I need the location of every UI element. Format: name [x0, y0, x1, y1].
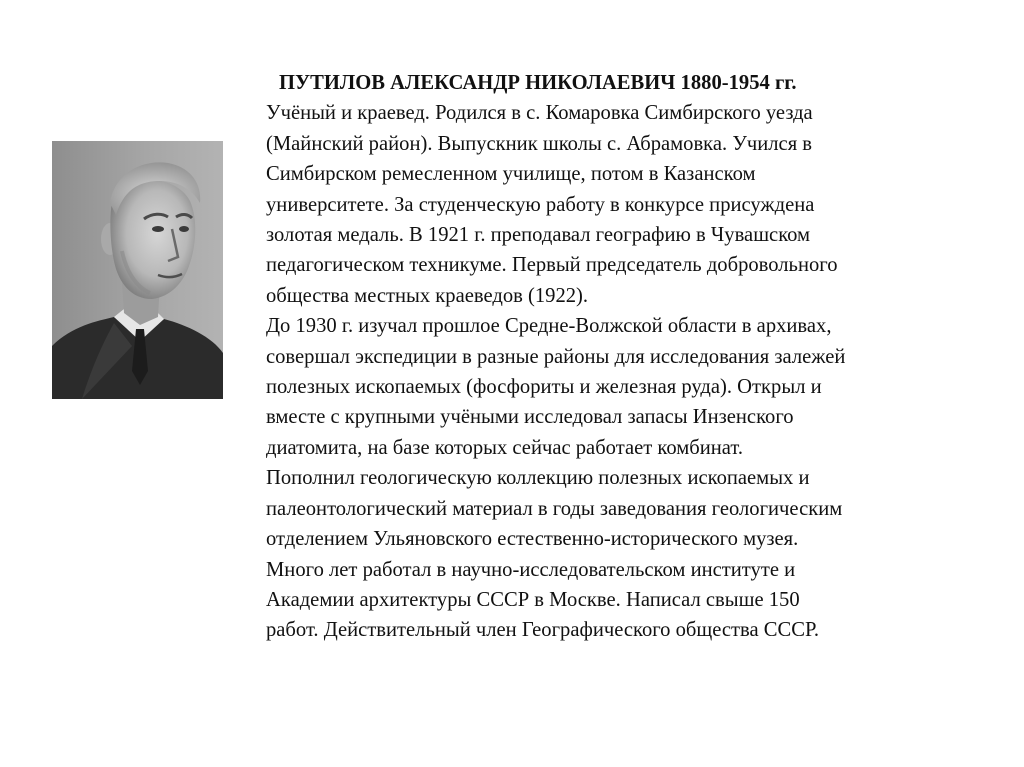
biography-line: полезных ископаемых (фосфориты и железная руда). Открыл и — [266, 376, 822, 399]
biography-line: отделением Ульяновского естественно-исторического музея. — [266, 528, 799, 551]
biography-line: университете. За студенческую работу в конкурсе присуждена — [266, 193, 815, 216]
biography-line: До 1930 г. изучал прошлое Средне-Волжской области в архивах, — [266, 315, 832, 338]
biography-line: Пополнил геологическую коллекцию полезных ископаемых и — [266, 467, 810, 490]
biography — [266, 68, 1008, 646]
biography-line: Академии архитектуры СССР в Москве. Написал свыше 150 — [266, 588, 800, 611]
biography-line: Много лет работал в научно-исследовательском институте и — [266, 558, 796, 581]
biography-line: золотая медаль. В 1921 г. преподавал географию в Чувашском — [266, 224, 811, 247]
biography-line: Учёный и краевед. Родился в с. Комаровка Симбирского уезда — [266, 102, 813, 125]
portrait-photo — [52, 141, 223, 399]
biography-line: вместе с крупными учёными исследовал запасы Инзенского — [266, 406, 794, 429]
biography-line: педагогическом техникуме. Первый председатель добровольного — [266, 254, 838, 277]
biography-line: диатомита, на базе которых сейчас работает комбинат. — [266, 436, 744, 459]
biography-line: (Майнский район). Выпускник школы с. Абрамовка. Учился в — [266, 132, 813, 155]
biography-title: ПУТИЛОВ АЛЕКСАНДР НИКОЛАЕВИЧ 1880-1954 гг. — [279, 72, 797, 94]
biography-line: общества местных краеведов (1922). — [266, 284, 589, 307]
biography-line: Симбирском ремесленном училище, потом в Казанском — [266, 163, 756, 186]
biography-line: совершал экспедиции в разные районы для исследования залежей — [266, 345, 846, 368]
biography-line: палеонтологический материал в годы заведования геологическим — [266, 497, 843, 520]
portrait-image — [52, 141, 223, 399]
biography-line: работ. Действительный член Географического общества СССР. — [266, 619, 820, 642]
